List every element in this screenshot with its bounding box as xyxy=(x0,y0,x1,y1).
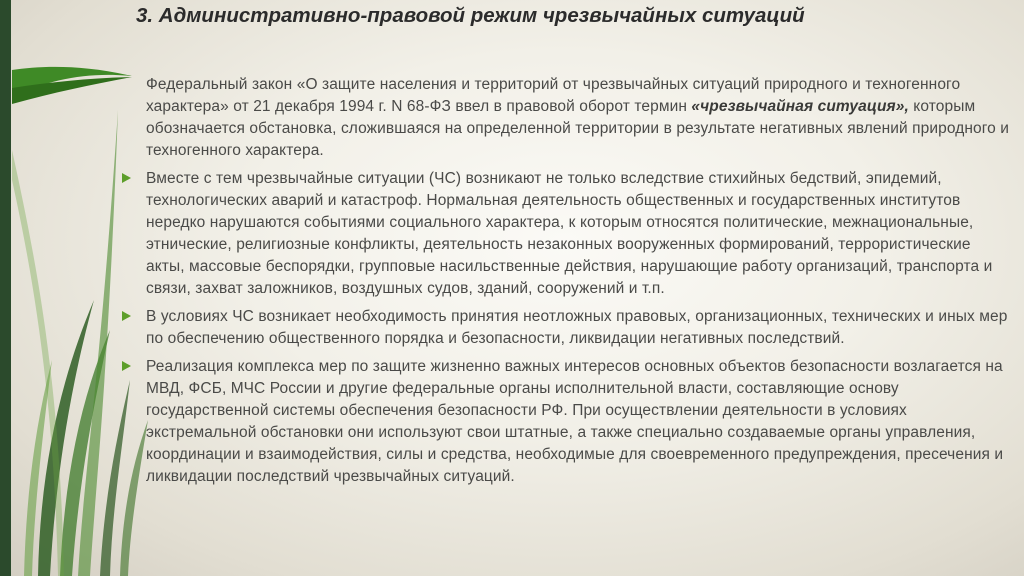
bullet-text-start: Федеральный закон «О защите населения и территорий от чрезвычайных ситуаций природного и техногенного характера» от 21 декабря 1994 г. N 68-ФЗ ввел в правовой оборот термин xyxy=(146,76,961,115)
list-item xyxy=(122,356,1012,488)
arrow-bullet-icon xyxy=(122,311,131,321)
slide-title: 3. Административно-правовой режим чрезвычайных ситуаций xyxy=(136,4,805,27)
list-item xyxy=(122,306,1012,350)
arrow-bullet-icon xyxy=(122,173,131,183)
list-item xyxy=(122,74,1012,162)
arrow-bullet-icon xyxy=(122,361,131,371)
list-item xyxy=(122,168,1012,300)
bullet-list xyxy=(122,74,1012,494)
bullet-text: Вместе с тем чрезвычайные ситуации (ЧС) возникают не только вследствие стихийных бедствий, эпидемий, технологических аварий и катастроф. Нормальная деятельность общественных и государственных институтов нередко нарушаются событиями социального характера, к которым относятся политические, межнациональные, этнические, религиозные конфликты, деятельность незаконных вооруженных формирований, террористические акты, массовые беспорядки, групповые насильственные действия, нарушающие работу организаций, транспорта и связи, захват заложников, воздушных судов, зданий, сооружений и т.п. xyxy=(146,170,993,297)
bullet-text-end: которым обозначается обстановка, сложившаяся на определенной территории в результате негативных явлений природного и техногенного характера. xyxy=(146,98,1010,159)
bullet-text: Реализация комплекса мер по защите жизненно важных интересов основных объектов безопасности возлагается на МВД, ФСБ, МЧС России и другие федеральные органы исполнительной власти, составляющие основу государственной системы обеспечения безопасности РФ. При осуществлении деятельности в условиях экстремальной обстановки они используют свои штатные, а также специально создаваемые органы управления, координации и взаимодействия, силы и средства, необходимые для своевременного предупреждения, пресечения и ликвидации последствий чрезвычайных ситуаций. xyxy=(146,358,1004,485)
bullet-text: В условиях ЧС возникает необходимость принятия неотложных правовых, организационных, технических и иных мер по обеспечению общественного порядка и безопасности, ликвидации негативных последствий. xyxy=(146,308,1008,347)
term-emphasis: «чрезвычайная ситуация», xyxy=(691,98,909,115)
